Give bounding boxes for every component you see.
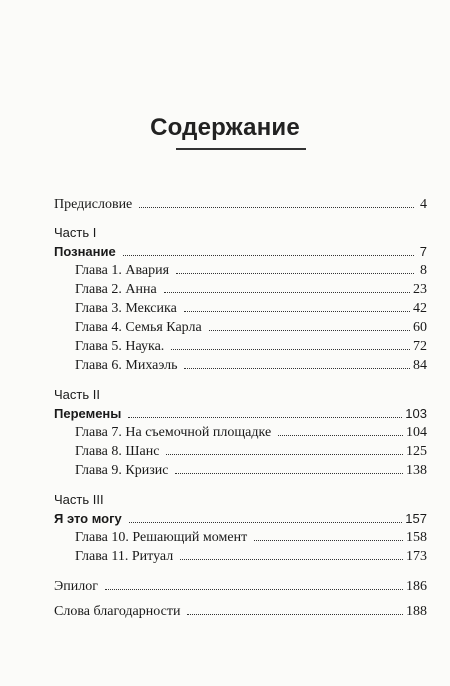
toc-chapter-page: 72 xyxy=(413,339,427,354)
dot-leader xyxy=(166,454,403,455)
toc-chapter-label: Глава 3. Мексика xyxy=(75,301,177,316)
toc-chapter xyxy=(75,263,427,281)
dot-leader xyxy=(123,255,414,256)
toc-entry-label: Эпилог xyxy=(54,579,98,594)
toc-section-part-3 xyxy=(54,511,427,529)
part-3-label: Часть III xyxy=(54,492,104,507)
toc-chapter-label: Глава 8. Шанс xyxy=(75,444,160,459)
toc-chapter-page: 158 xyxy=(406,530,427,545)
toc-chapter-label: Глава 7. На съемочной площадке xyxy=(75,425,272,440)
toc-chapter xyxy=(75,301,427,319)
toc-chapter xyxy=(75,549,427,567)
toc-chapter-page: 104 xyxy=(406,425,427,440)
toc-section-part-1 xyxy=(54,244,427,262)
toc-chapter-label: Глава 10. Решающий момент xyxy=(75,530,248,545)
toc-chapter-label: Глава 2. Анна xyxy=(75,282,157,297)
toc-chapter-label: Глава 9. Кризис xyxy=(75,463,169,478)
dot-leader xyxy=(184,368,410,369)
toc-chapter-page: 173 xyxy=(406,549,427,564)
dot-leader xyxy=(176,273,414,274)
toc-chapter-page: 42 xyxy=(413,301,427,316)
dot-leader xyxy=(209,330,410,331)
toc-chapter xyxy=(75,444,427,462)
part-1-label: Часть I xyxy=(54,225,97,240)
toc-chapter-page: 125 xyxy=(406,444,427,459)
toc-chapter-page: 84 xyxy=(413,358,427,373)
toc-chapter-page: 8 xyxy=(420,263,427,278)
toc-entry-page: 186 xyxy=(406,579,427,594)
toc-entry-page: 4 xyxy=(420,197,427,212)
toc-entry-label: Слова благодарности xyxy=(54,604,181,619)
dot-leader xyxy=(105,589,403,590)
title-underline xyxy=(176,148,306,150)
dot-leader xyxy=(278,435,403,436)
toc-chapter-label: Глава 11. Ритуал xyxy=(75,549,174,564)
dot-leader xyxy=(128,417,402,418)
toc-chapter-label: Глава 1. Авария xyxy=(75,263,170,278)
toc-chapter xyxy=(75,530,427,548)
dot-leader xyxy=(164,292,410,293)
toc-chapter xyxy=(75,358,427,376)
toc-section-page: 157 xyxy=(405,511,427,526)
dot-leader xyxy=(139,207,414,208)
toc-section-label: Познание xyxy=(54,244,116,259)
toc-entry-label: Предисловие xyxy=(54,197,133,212)
toc-chapter xyxy=(75,320,427,338)
dot-leader xyxy=(175,473,403,474)
toc-chapter-page: 138 xyxy=(406,463,427,478)
toc-section-label: Перемены xyxy=(54,406,122,421)
toc-entry-page: 188 xyxy=(406,604,427,619)
toc-entry-acknowledgements xyxy=(54,604,427,622)
toc-entry-preface xyxy=(54,197,427,215)
toc-chapter-label: Глава 4. Семья Карла xyxy=(75,320,202,335)
dot-leader xyxy=(180,559,403,560)
toc-section-label: Я это могу xyxy=(54,511,122,526)
toc-section-page: 103 xyxy=(405,406,427,421)
dot-leader xyxy=(129,522,403,523)
dot-leader xyxy=(254,540,403,541)
toc-section-part-2 xyxy=(54,406,427,424)
toc-chapter-label: Глава 6. Михаэль xyxy=(75,358,178,373)
toc-chapter-page: 23 xyxy=(413,282,427,297)
dot-leader xyxy=(171,349,410,350)
toc-entry-epilogue xyxy=(54,579,427,597)
toc-chapter-label: Глава 5. Наука. xyxy=(75,339,165,354)
dot-leader xyxy=(184,311,410,312)
page-title: Содержание xyxy=(150,114,300,141)
toc-chapter xyxy=(75,463,427,481)
toc-section-page: 7 xyxy=(419,244,427,259)
toc-chapter xyxy=(75,425,427,443)
toc-chapter xyxy=(75,339,427,357)
part-2-label: Часть II xyxy=(54,387,100,402)
toc-chapter-page: 60 xyxy=(413,320,427,335)
toc-chapter xyxy=(75,282,427,300)
dot-leader xyxy=(187,614,403,615)
